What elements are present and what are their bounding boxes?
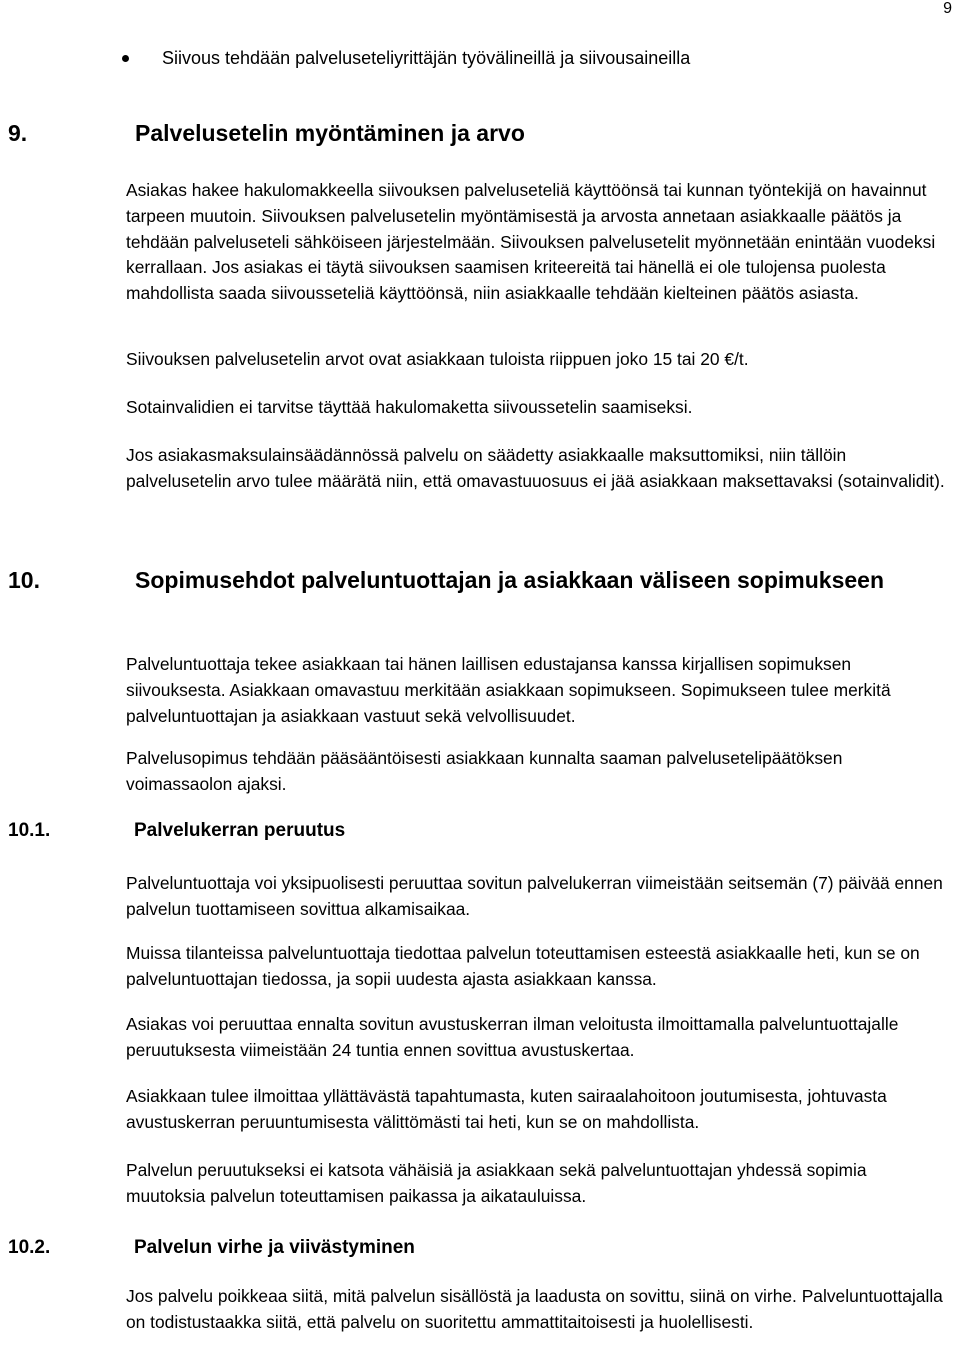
section-9-paragraph: Asiakas hakee hakulomakkeella siivouksen palveluseteliä käyttöönsä tai kunnan työntekijä on havainnut tarpeen muutoin. Siivouksen palvelusetelin myöntämisestä ja arvosta annetaan asiakkaalle päätös ja tehdään palveluseteli sähköiseen järjestelmään. Siivouksen palvelusetelit myönnetään enintään vuodeksi kerrallaan. Jos asiakas ei täytä siivouksen saamisen kriteereitä tai hänellä ei ole tulojensa puolesta mahdollista saada siivousseteliä käyttöönsä, niin asiakkaalle tehdään kielteinen päätös asiasta. xyxy=(126,180,936,304)
section-10-1-paragraph: Muissa tilanteissa palveluntuottaja tiedottaa palvelun toteuttamisen esteestä asiakkaalle heti, kun se on palveluntuottajan tiedossa, ja sopii uudesta ajasta asiakkaan kanssa. xyxy=(126,943,920,989)
section-10-1-paragraph: Asiakkaan tulee ilmoittaa yllättävästä tapahtumasta, kuten sairaalahoitoon joutumisesta, johtuvasta avustuskerran peruuntumisesta välittömästi tai heti, kun se on mahdollista. xyxy=(126,1086,887,1132)
section-10-1-title: Palvelukerran peruutus xyxy=(134,820,346,841)
section-10-1-paragraph: Palveluntuottaja voi yksipuolisesti peruuttaa sovitun palvelukerran viimeistään seitsemän (7) päivää ennen palvelun tuottamiseen sovittua alkamisaikaa. xyxy=(126,873,943,919)
section-10-2-title: Palvelun virhe ja viivästyminen xyxy=(134,1237,415,1258)
section-10-number: 10. xyxy=(8,567,40,593)
section-10-paragraph: Palvelusopimus tehdään pääsääntöisesti asiakkaan kunnalta saaman palvelusetelipäätöksen voimassaolon ajaksi. xyxy=(126,748,843,794)
section-10-paragraph: Palveluntuottaja tekee asiakkaan tai hänen laillisen edustajansa kanssa kirjallisen sopimuksen siivouksesta. Asiakkaan omavastuu merkitään asiakkaan sopimukseen. Sopimukseen tulee merkitä palveluntuottajan ja asiakkaan vastuut sekä velvollisuudet. xyxy=(126,654,891,726)
section-10-title: Sopimusehdot palveluntuottajan ja asiakkaan väliseen sopimukseen xyxy=(135,567,885,593)
section-10-1-number: 10.1. xyxy=(8,820,51,841)
section-10-2-number: 10.2. xyxy=(8,1237,51,1258)
section-10-1-paragraph: Asiakas voi peruuttaa ennalta sovitun avustuskerran ilman veloitusta ilmoittamalla palveluntuottajalle peruutuksesta viimeistään 24 tuntia ennen sovittua avustuskertaa. xyxy=(126,1014,899,1060)
section-10-1-paragraph: Palvelun peruutukseksi ei katsota vähäisiä ja asiakkaan sekä palveluntuottajan yhdessä sopimia muutoksia palvelun toteuttamisen paikassa ja aikatauluissa. xyxy=(126,1160,867,1206)
section-10-2-paragraph: Jos palvelu poikkeaa siitä, mitä palvelun sisällöstä ja laadusta on sovittu, siinä on virhe. Palveluntuottajalla on todistustaakka siitä, että palvelu on suoritettu ammattitaitoisesti ja huolellisesti. xyxy=(126,1286,943,1332)
page-number: 9 xyxy=(943,0,952,17)
bullet-text: Siivous tehdään palveluseteliyrittäjän työvälineillä ja siivousaineilla xyxy=(162,48,691,68)
bullet-dot-icon xyxy=(122,55,129,62)
section-9-title: Palvelusetelin myöntäminen ja arvo xyxy=(135,120,525,146)
section-9-paragraph: Siivouksen palvelusetelin arvot ovat asiakkaan tuloista riippuen joko 15 tai 20 €/t. xyxy=(126,349,749,369)
section-9-number: 9. xyxy=(8,120,28,146)
section-9-paragraph: Sotainvalidien ei tarvitse täyttää hakulomaketta siivoussetelin saamiseksi. xyxy=(126,397,693,417)
section-9-paragraph: Jos asiakasmaksulainsäädännössä palvelu on säädetty asiakkaalle maksuttomiksi, niin tällöin palvelusetelin arvo tulee määrätä niin, että omavastuuosuus ei jää asiakkaan maksettavaksi (sotainvalidit). xyxy=(126,445,945,491)
